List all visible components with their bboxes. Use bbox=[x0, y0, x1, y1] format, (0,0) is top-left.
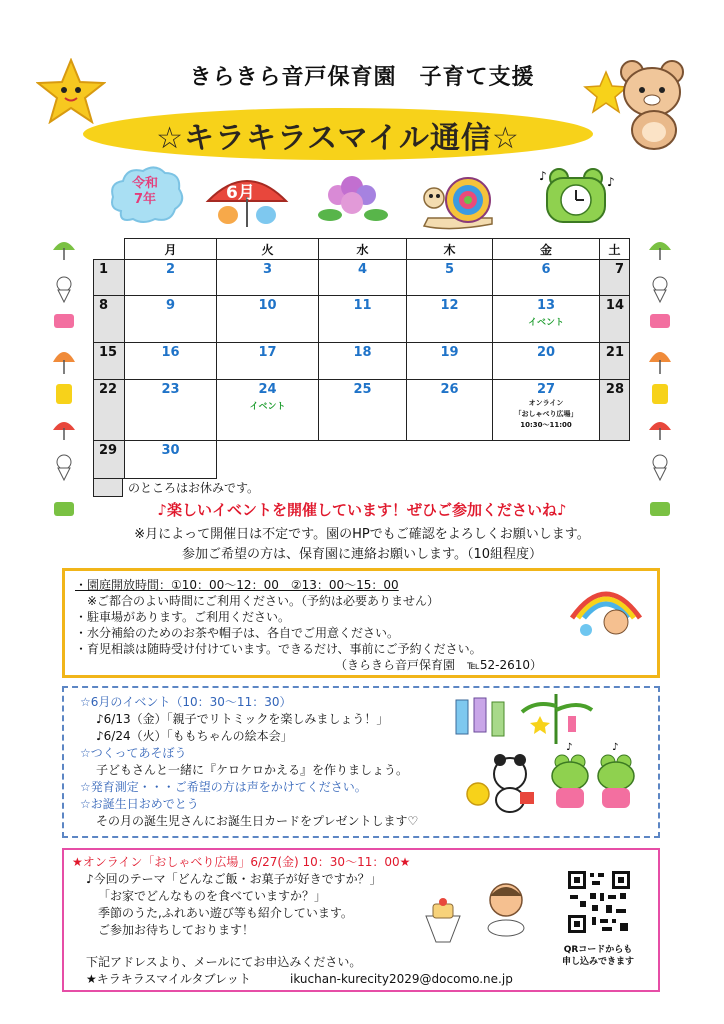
day-number: 8 bbox=[99, 298, 109, 313]
day-number: 6 bbox=[541, 262, 551, 277]
day-number: 22 bbox=[99, 382, 118, 397]
weekday-header-row bbox=[94, 239, 630, 260]
weekday-header: 月 bbox=[125, 239, 217, 260]
online-line: ♪今回のテーマ「どんなご飯・お菓子が好きですか？」 bbox=[86, 872, 382, 886]
frog-icon bbox=[548, 740, 640, 814]
day-cell-holiday bbox=[600, 296, 630, 343]
umbrella-icon bbox=[53, 242, 75, 260]
rainy-season-border-right bbox=[646, 234, 674, 524]
online-line: ご参加お待ちしております！ bbox=[98, 923, 255, 937]
bear-icon bbox=[614, 58, 694, 150]
contact-line: （きらきら音戸保育園 ℡52-2610） bbox=[335, 658, 543, 672]
day-number: 15 bbox=[99, 345, 118, 360]
info-line: ※ご都合のよい時間にご利用ください。（予約は必要ありません） bbox=[75, 594, 440, 608]
weekday-header bbox=[94, 239, 125, 260]
day-cell bbox=[407, 343, 493, 380]
day-cell bbox=[217, 343, 319, 380]
day-cell bbox=[319, 296, 407, 343]
day-cell bbox=[319, 260, 407, 296]
blank-cell bbox=[319, 441, 407, 479]
svg-text:♪: ♪ bbox=[539, 169, 547, 183]
bamboo-decoration-icon bbox=[516, 690, 596, 746]
day-number: 27 bbox=[536, 382, 556, 397]
weekday-header: 金 bbox=[493, 239, 600, 260]
online-event-time: 10:30～11:00 bbox=[520, 421, 572, 429]
measurement-note: ☆発育測定・・・ご希望の方は声をかけてください。 bbox=[80, 780, 367, 794]
day-cell-event bbox=[493, 296, 600, 343]
day-number: 21 bbox=[605, 345, 624, 360]
svg-text:♪: ♪ bbox=[612, 742, 619, 753]
rainy-season-border-left bbox=[50, 234, 78, 524]
day-cell bbox=[493, 260, 600, 296]
day-number: 18 bbox=[353, 345, 372, 360]
calendar-week-row bbox=[94, 343, 630, 380]
day-cell bbox=[407, 380, 493, 441]
calendar-note: 参加ご希望の方は、保育園に連絡お願いします。（10組程度） bbox=[181, 547, 542, 562]
day-cell bbox=[493, 343, 600, 380]
day-number: 23 bbox=[161, 382, 180, 397]
svg-text:♪: ♪ bbox=[607, 175, 615, 189]
event-label: イベント bbox=[249, 402, 286, 412]
craft-text: 子どもさんと一緒に『ケロケロかえる』を作りましょう。 bbox=[96, 763, 409, 777]
qr-caption: QRコードからも 申し込みできます bbox=[561, 945, 634, 967]
day-number: 20 bbox=[536, 345, 556, 360]
day-number: 1 bbox=[99, 262, 109, 277]
day-number: 16 bbox=[161, 345, 180, 360]
child-eating-icon bbox=[420, 876, 540, 950]
day-cell bbox=[125, 343, 217, 380]
calendar-table bbox=[93, 238, 630, 479]
day-cell-holiday bbox=[94, 260, 125, 296]
event-notice: ♪楽しいイベントを開催しています！ぜひご参加くださいね♪ bbox=[157, 501, 567, 519]
day-cell-online bbox=[493, 380, 600, 441]
frog-clock-icon bbox=[535, 166, 619, 236]
day-cell bbox=[319, 343, 407, 380]
calendar-week-row bbox=[94, 296, 630, 343]
day-cell bbox=[217, 260, 319, 296]
day-cell-holiday bbox=[600, 343, 630, 380]
blank-cell bbox=[407, 441, 493, 479]
day-number: 12 bbox=[440, 298, 459, 313]
hydrangea-icon bbox=[318, 171, 388, 227]
info-line: ・駐車場があります。ご利用ください。 bbox=[75, 610, 291, 624]
day-number: 25 bbox=[353, 382, 372, 397]
day-cell-holiday bbox=[94, 441, 125, 479]
event-label: イベント bbox=[527, 318, 564, 328]
day-number: 10 bbox=[258, 298, 277, 313]
online-line: 季節のうた,ふれあい遊び等も紹介しています。 bbox=[98, 906, 353, 920]
day-number: 26 bbox=[440, 382, 459, 397]
day-cell-holiday bbox=[600, 380, 630, 441]
holiday-legend-swatch bbox=[93, 478, 123, 497]
weekday-header: 木 bbox=[407, 239, 493, 260]
online-event-label: オンライン bbox=[528, 399, 564, 407]
snail-icon bbox=[420, 168, 502, 234]
day-cell bbox=[407, 296, 493, 343]
weekday-header: 火 bbox=[217, 239, 319, 260]
blank-cell bbox=[217, 441, 319, 479]
day-number: 30 bbox=[161, 443, 180, 458]
era-badge: 令和 7年 bbox=[131, 176, 158, 207]
info-line: ・園庭開放時間：①10：00～12：00 ②13：00～15：00 bbox=[75, 578, 399, 592]
day-number: 28 bbox=[605, 382, 624, 397]
info-line: ・水分補給のためのお茶や帽子は、各自でご用意ください。 bbox=[75, 626, 400, 640]
blank-cell bbox=[600, 441, 630, 479]
day-number: 7 bbox=[614, 262, 624, 277]
panda-icon bbox=[462, 748, 542, 814]
day-number: 24 bbox=[258, 382, 277, 397]
day-number: 5 bbox=[444, 262, 455, 277]
online-event-title: 「おしゃべり広場」 bbox=[514, 410, 578, 418]
weekday-header: 水 bbox=[319, 239, 407, 260]
day-number: 11 bbox=[353, 298, 372, 313]
event-item: ♪6/13（金）「親子でリトミックを楽しみましょう！」 bbox=[96, 712, 389, 726]
day-number: 14 bbox=[605, 298, 624, 313]
newsletter-title: ☆キラキラスマイル通信☆ bbox=[156, 121, 520, 156]
day-number: 13 bbox=[536, 298, 556, 313]
day-cell bbox=[217, 296, 319, 343]
day-cell-holiday bbox=[94, 380, 125, 441]
day-cell-holiday bbox=[94, 343, 125, 380]
day-number: 19 bbox=[440, 345, 459, 360]
day-number: 29 bbox=[99, 443, 118, 458]
day-cell bbox=[125, 260, 217, 296]
day-cell-event bbox=[217, 380, 319, 441]
birthday-text: その月の誕生児さんにお誕生日カードをプレゼントします♡ bbox=[96, 814, 419, 828]
online-heading: ★オンライン「おしゃべり広場」6/27(金) 10：30～11：00★ bbox=[72, 855, 411, 869]
day-number: 2 bbox=[165, 262, 176, 277]
rainbow-icon bbox=[566, 574, 646, 644]
day-cell bbox=[125, 441, 217, 479]
holiday-legend-text: のところはお休みです。 bbox=[128, 481, 260, 495]
online-line: 「お家でどんなものを食べていますか？」 bbox=[98, 889, 327, 903]
events-heading: ☆6月のイベント（10：30～11：30） bbox=[80, 695, 292, 709]
info-line: ・育児相談は随時受け付けています。できるだけ、事前にご予約ください。 bbox=[75, 642, 482, 656]
day-number: 4 bbox=[357, 262, 368, 277]
day-number: 3 bbox=[262, 262, 273, 277]
day-cell bbox=[125, 296, 217, 343]
day-cell bbox=[125, 380, 217, 441]
qr-code-icon[interactable] bbox=[566, 869, 632, 935]
day-cell-holiday bbox=[94, 296, 125, 343]
blank-cell bbox=[493, 441, 600, 479]
day-cell-holiday bbox=[600, 260, 630, 296]
calendar-week-row bbox=[94, 260, 630, 296]
day-number: 17 bbox=[258, 345, 277, 360]
craft-heading: ☆つくってあそぼう bbox=[80, 746, 187, 760]
birthday-heading: ☆お誕生日おめでとう bbox=[80, 797, 199, 811]
event-item: ♪6/24（火）「ももちゃんの絵本会」 bbox=[96, 729, 293, 743]
day-cell bbox=[407, 260, 493, 296]
tablet-label: ★キラキラスマイルタブレット bbox=[86, 972, 251, 986]
day-number: 9 bbox=[165, 298, 176, 313]
tanabata-icon bbox=[450, 694, 522, 746]
svg-text:♪: ♪ bbox=[566, 742, 573, 753]
contact-email[interactable]: ikuchan-kurecity2029@docomo.ne.jp bbox=[290, 972, 513, 986]
calendar-week-row bbox=[94, 380, 630, 441]
day-cell bbox=[319, 380, 407, 441]
calendar-week-row bbox=[94, 441, 630, 479]
weekday-header: 土 bbox=[600, 239, 630, 260]
month-badge: 6月 bbox=[226, 183, 255, 203]
kindergarten-name: きらきら音戸保育園 子育て支援 bbox=[189, 65, 535, 90]
address-intro: 下記アドレスより、メールにてお申込みください。 bbox=[86, 955, 362, 969]
calendar-note: ※月によって開催日は不定です。園のHPでもご確認をよろしくお願いします。 bbox=[134, 527, 590, 542]
